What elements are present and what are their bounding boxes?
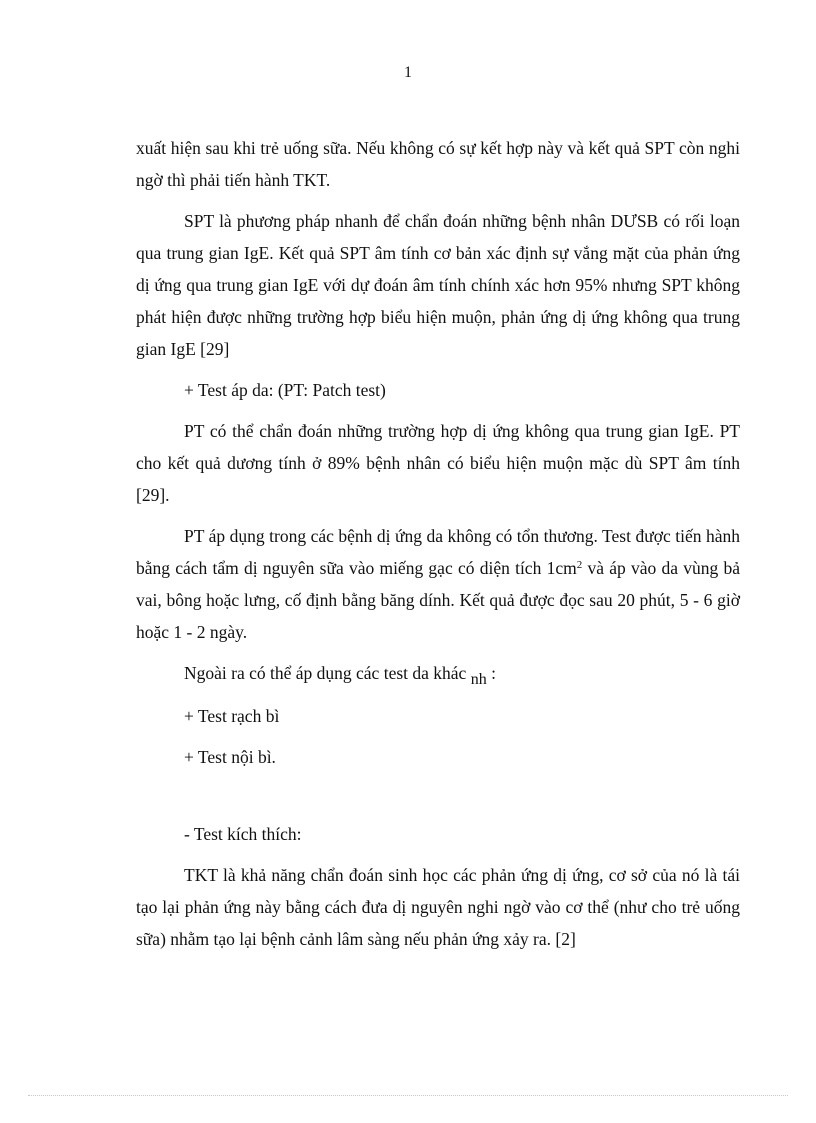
- paragraph-pt-application: [136, 520, 740, 648]
- heading-provocation-test: - Test kích thích:: [184, 824, 302, 844]
- list-item-scratch-test: + Test rạch bì: [184, 706, 280, 726]
- paragraph-provocation-test: TKT là khả năng chẩn đoán sinh học các phản ứng dị ứng, cơ sở của nó là tái tạo lại phản ứng này bằng cách đưa dị nguyên nghi ngờ vào cơ thể (như cho trẻ uống sữa) nhằm tạo lại bệnh cảnh lâm sàng nếu phản ứng xảy ra. [2]: [136, 865, 740, 949]
- subscript-nh: nh: [470, 671, 487, 688]
- paragraph-spt: SPT là phương pháp nhanh để chẩn đoán những bệnh nhân DƯSB có rối loạn qua trung gian IgE. Kết quả SPT âm tính cơ bản xác định sự vắng mặt của phản ứng dị ứng qua trung gian IgE với dự đoán âm tính chính xác hơn 95% nhưng SPT không phát hiện được những trường hợp biểu hiện muộn, phản ứng dị ứng không qua trung gian IgE [29]: [136, 211, 740, 359]
- page-number: 1: [404, 64, 412, 81]
- paragraph-continuation: xuất hiện sau khi trẻ uống sữa. Nếu không có sự kết hợp này và kết quả SPT còn nghi ngờ thì phải tiến hành TKT.: [136, 138, 740, 190]
- other-tests-colon: :: [486, 663, 496, 683]
- heading-patch-test: + Test áp da: (PT: Patch test): [184, 380, 386, 400]
- paragraph-other-tests: [136, 657, 740, 691]
- pt-application-text-1: PT áp dụng trong các bệnh dị ứng da không có tổn thương. Test được tiến hành bằng cách tẩm dị nguyên sữa vào miếng gạc có diện tích 1cm: [136, 526, 740, 578]
- document-body: [136, 132, 740, 964]
- pt-application-text-2: và áp vào da vùng bả vai, bông hoặc lưng, cố định bằng băng dính. Kết quả được đọc sau 20 phút, 5 - 6 giờ hoặc 1 - 2 ngày.: [136, 558, 740, 642]
- list-item-intradermal-test: + Test nội bì.: [184, 747, 276, 767]
- spacer: [136, 782, 740, 818]
- paragraph-pt-diagnosis: PT có thể chẩn đoán những trường hợp dị ứng không qua trung gian IgE. PT cho kết quả dương tính ở 89% bệnh nhân có biểu hiện muộn mặc dù SPT âm tính [29].: [136, 421, 740, 505]
- superscript-2: 2: [576, 559, 583, 571]
- footer-dotted-line: [28, 1095, 788, 1096]
- other-tests-text: Ngoài ra có thể áp dụng các test da khác: [184, 663, 471, 683]
